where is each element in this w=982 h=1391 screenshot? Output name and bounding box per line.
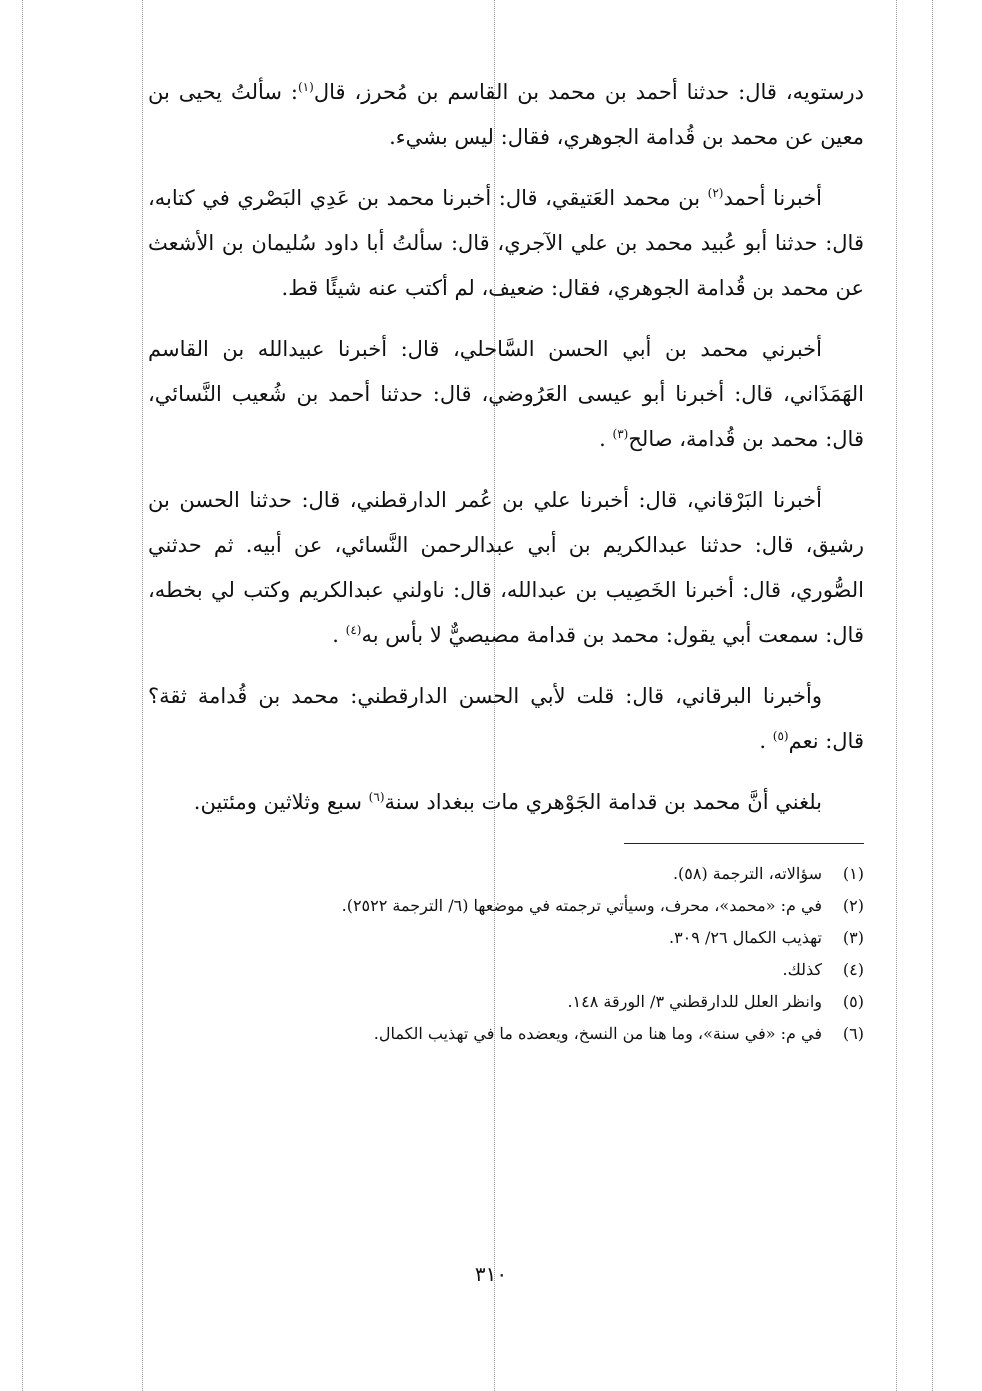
- footnote-reference: (١): [297, 80, 314, 94]
- footnote: [148, 954, 864, 986]
- footnote-number: (٤): [842, 960, 864, 979]
- paragraph-text: أخبرنا أحمد: [723, 186, 823, 210]
- right-scan-edge: [932, 0, 933, 1391]
- footnote-number: (٢): [842, 896, 864, 915]
- paragraph: [148, 674, 864, 764]
- paragraph-text: أخبرنا البَرْقاني، قال: أخبرنا علي بن عُمر الدارقطني، قال: حدثنا الحسن بن رشيق، قال: حدثنا عبدالكريم بن أبي عبدالرحمن النَّسائي، عن أبيه. ثم حدثني الصُّوري، قال: أخبرنا الخَصِيب بن عبدالله، قال: ناولني عبدالكريم وكتب لي بخطه، قال: سمعت أبي يقول: محمد بن قدامة مصيصيٌّ لا بأس به: [148, 488, 864, 647]
- paragraph-text: .: [332, 623, 346, 647]
- paragraph: [148, 176, 864, 311]
- footnote-text: في م: «محمد»، محرف، وسيأتي ترجمته في موضعها (٦/ الترجمة ٢٥٢٢).: [341, 896, 822, 915]
- paragraph: [148, 478, 864, 658]
- footnote: [148, 922, 864, 954]
- paragraph-text: درستويه، قال: حدثنا أحمد بن محمد بن القاسم بن مُحرز، قال: [313, 80, 864, 104]
- footnote-text: تهذيب الكمال ٢٦/ ٣٠٩.: [668, 928, 822, 947]
- footnote-separator: [624, 843, 864, 844]
- main-text: [148, 70, 864, 825]
- left-scan-edge: [22, 0, 23, 1391]
- footnote-text: سؤالاته، الترجمة (٥٨).: [672, 864, 822, 883]
- paragraph-text: بن محمد العَتيقي، قال: أخبرنا محمد بن عَدِي البَصْري في كتابه، قال: حدثنا أبو عُبيد محمد بن علي الآجري، قال: سألتُ أبا داود سُليمان بن الأشعث عن محمد بن قُدامة الجوهري، فقال: ضعيف، لم أكتب عنه شيئًا قط.: [148, 186, 864, 300]
- paragraph-text: .: [599, 427, 613, 451]
- footnote-reference: (٢): [707, 186, 724, 200]
- footnote-number: (٦): [842, 1024, 864, 1043]
- paragraph-text: : سألتُ يحيى بن معين عن محمد بن قُدامة الجوهري، فقال: ليس بشيء.: [148, 80, 864, 149]
- footnote-text: وانظر العلل للدارقطني ٣/ الورقة ١٤٨.: [567, 992, 822, 1011]
- footnote: [148, 1018, 864, 1050]
- paragraph-text: وأخبرنا البرقاني، قال: قلت لأبي الحسن الدارقطني: محمد بن قُدامة ثقة؟ قال: نعم: [148, 684, 864, 753]
- footnote-reference: (٦): [368, 790, 385, 804]
- page-body: [148, 70, 864, 1050]
- paragraph-text: سبع وثلاثين ومئتين.: [193, 790, 369, 814]
- footnote: [148, 890, 864, 922]
- footnote-reference: (٥): [772, 729, 789, 743]
- paragraph-text: أخبرني محمد بن أبي الحسن السَّاحلي، قال: أخبرنا عبيدالله بن القاسم الهَمَذَاني، قال: أخبرنا أبو عيسى العَرُوضي، قال: حدثنا أحمد بن شُعيب النَّسائي، قال: محمد بن قُدامة، صالح: [148, 337, 864, 451]
- footnote-number: (٥): [842, 992, 864, 1011]
- page-number: ٣١٠: [474, 1262, 508, 1286]
- footnote-reference: (٣): [612, 427, 629, 441]
- paragraph: [148, 780, 864, 825]
- footnotes: [148, 858, 864, 1050]
- footnote: [148, 858, 864, 890]
- footnote: [148, 986, 864, 1018]
- paragraph: [148, 70, 864, 160]
- footnote-text: في م: «في سنة»، وما هنا من النسخ، ويعضده ما في تهذيب الكمال.: [373, 1024, 822, 1043]
- footnote-reference: (٤): [345, 623, 362, 637]
- left-scan-edge: [142, 0, 143, 1391]
- paragraph: [148, 327, 864, 462]
- footnote-number: (١): [842, 864, 864, 883]
- footnote-number: (٣): [842, 928, 864, 947]
- paragraph-text: .: [759, 729, 773, 753]
- right-scan-edge: [896, 0, 897, 1391]
- paragraph-text: بلغني أنَّ محمد بن قدامة الجَوْهري مات ببغداد سنة: [384, 790, 822, 814]
- footnote-text: كذلك.: [782, 960, 822, 979]
